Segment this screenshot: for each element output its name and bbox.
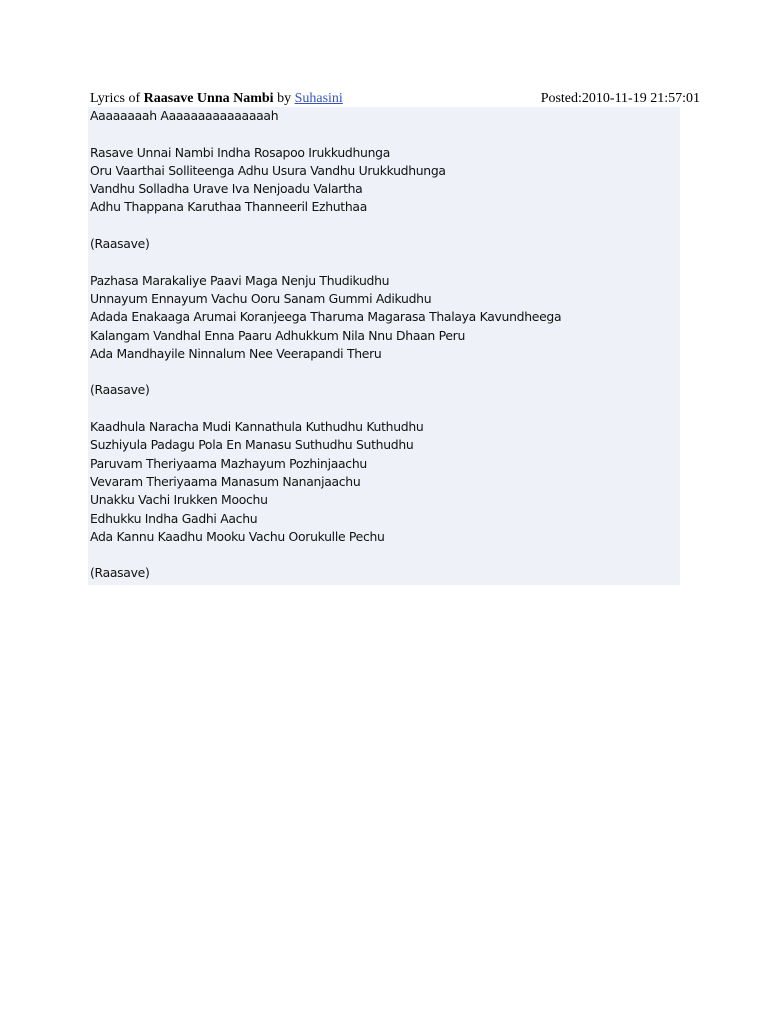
lyrics-header — [90, 89, 700, 109]
lyric-line: Aaaaaaaah Aaaaaaaaaaaaaaah — [90, 108, 279, 123]
lyric-line: Vevaram Theriyaama Manasum Nananjaachu — [90, 473, 361, 489]
lyric-line: (Raasave) — [90, 565, 150, 581]
lyric-line — [90, 546, 678, 564]
lyric-line — [90, 217, 678, 235]
lyric-line: Suzhiyula Padagu Pola En Manasu Suthudhu Suthudhu — [90, 437, 414, 453]
lyric-line: Ada Mandhayile Ninnalum Nee Veerapandi Theru — [90, 345, 382, 361]
lyric-line: Oru Vaarthai Solliteenga Adhu Usura Vandhu Urukkudhunga — [90, 162, 446, 178]
song-title: Raasave Unna Nambi — [143, 91, 274, 106]
lyric-line: Rasave Unnai Nambi Indha Rosapoo Irukkudhunga — [90, 144, 391, 160]
lyric-line — [90, 363, 678, 381]
lyric-line: Edhukku Indha Gadhi Aachu — [90, 510, 258, 526]
title-prefix: Lyrics of — [90, 91, 144, 106]
lyric-line: Unnayum Ennayum Vachu Ooru Sanam Gummi Adikudhu — [90, 290, 432, 306]
lyric-line — [90, 400, 678, 418]
author-link[interactable]: Suhasini — [294, 91, 343, 106]
lyric-line — [90, 253, 678, 271]
lyric-line: Ada Kannu Kaadhu Mooku Vachu Oorukulle Pechu — [90, 528, 385, 544]
lyric-line: Kaadhula Naracha Mudi Kannathula Kuthudhu Kuthudhu — [90, 419, 424, 435]
lyric-line: Unakku Vachi Irukken Moochu — [90, 492, 268, 508]
lyric-line: (Raasave) — [90, 236, 150, 252]
header-title — [90, 89, 343, 109]
lyric-line: Pazhasa Marakaliye Paavi Maga Nenju Thudikudhu — [90, 272, 390, 288]
lyrics-body — [90, 107, 678, 583]
by-text: by — [273, 91, 295, 106]
lyric-line: Vandhu Solladha Urave Iva Nenjoadu Valartha — [90, 181, 363, 197]
lyric-line: Adada Enakaaga Arumai Koranjeega Tharuma Magarasa Thalaya Kavundheega — [90, 309, 562, 325]
lyric-line — [90, 125, 678, 143]
lyric-line: Kalangam Vandhal Enna Paaru Adhukkum Nila Nnu Dhaan Peru — [90, 327, 465, 343]
lyric-line: Adhu Thappana Karuthaa Thanneeril Ezhuthaa — [90, 199, 367, 215]
posted-timestamp: Posted:2010-11-19 21:57:01 — [540, 91, 700, 106]
lyric-line: Paruvam Theriyaama Mazhayum Pozhinjaachu — [90, 455, 367, 471]
lyric-line: (Raasave) — [90, 382, 150, 398]
